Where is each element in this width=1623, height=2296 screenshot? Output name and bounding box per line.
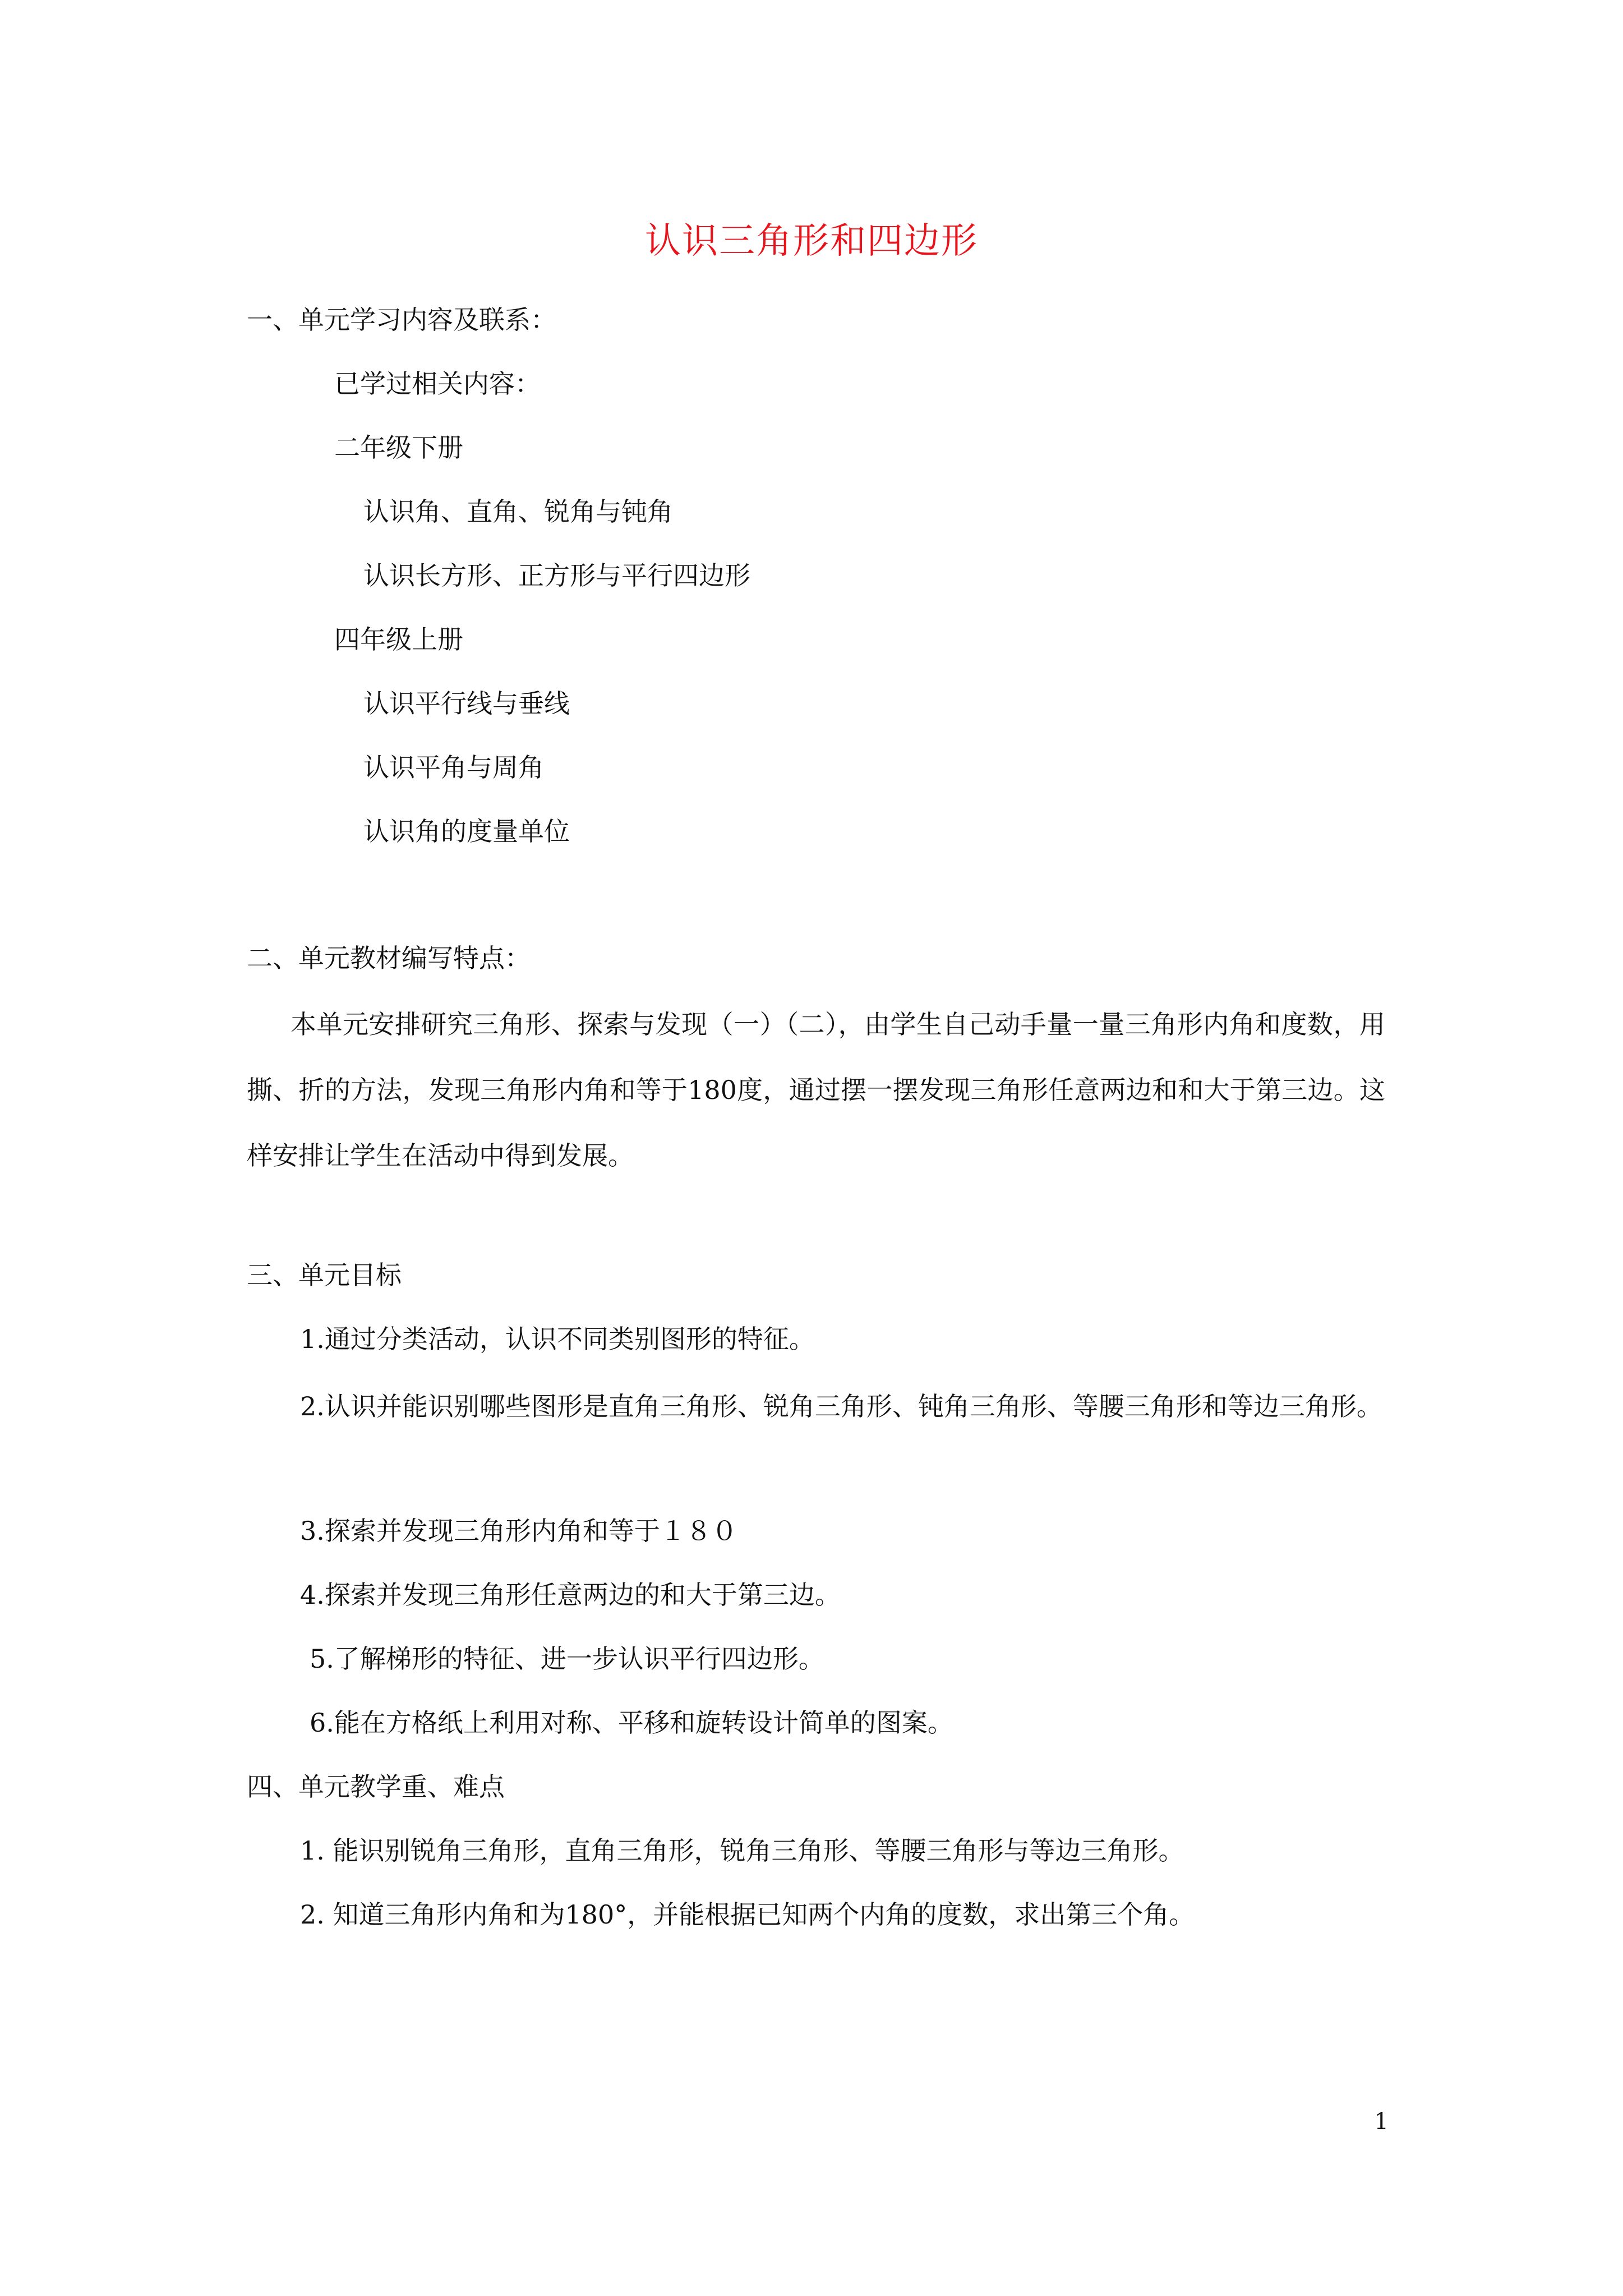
section3-heading: 三、单元目标 (247, 1260, 402, 1290)
grade4-item: 认识平角与周角 (363, 752, 544, 783)
goal-item: 6.能在方格纸上利用对称、平移和旋转设计简单的图案。 (310, 1708, 953, 1738)
goal-item: 2.认识并能识别哪些图形是直角三角形、锐角三角形、钝角三角形、等腰三角形和等边三角形。 (300, 1391, 1382, 1421)
goal-item: 5.了解梯形的特征、进一步认识平行四边形。 (310, 1644, 824, 1674)
section1-heading: 一、单元学习内容及联系： (247, 305, 556, 335)
page-number: 1 (1374, 2109, 1389, 2134)
key-point-item: 1. 能识别锐角三角形，直角三角形，锐角三角形、等腰三角形与等边三角形。 (300, 1835, 1184, 1866)
grade4-label: 四年级上册 (334, 624, 463, 655)
learned-label: 已学过相关内容： (334, 369, 541, 399)
grade4-item: 认识平行线与垂线 (363, 688, 570, 719)
section4-heading: 四、单元教学重、难点 (247, 1772, 505, 1802)
grade2-item: 认识角、直角、锐角与钝角 (363, 496, 673, 527)
goal-item: 4.探索并发现三角形任意两边的和大于第三边。 (300, 1580, 841, 1610)
goal-item: 3.探索并发现三角形内角和等于１８０ (300, 1516, 737, 1546)
section2-heading: 二、单元教材编写特点： (247, 943, 531, 973)
document-title: 认识三角形和四边形 (645, 220, 978, 262)
grade4-item: 认识角的度量单位 (363, 816, 570, 846)
goal-item: 1.通过分类活动，认识不同类别图形的特征。 (300, 1324, 815, 1354)
grade2-label: 二年级下册 (334, 432, 463, 463)
key-point-item: 2. 知道三角形内角和为180°，并能根据已知两个内角的度数，求出第三个角。 (300, 1899, 1195, 1930)
section2-paragraph: 本单元安排研究三角形、探索与发现（一）（二），由学生自己动手量一量三角形内角和度数，用撕、折的方法，发现三角形内角和等于180度，通过摆一摆发现三角形任意两边和和大于第三边。这样安排让学生在活动中得到发展。 (247, 1009, 1385, 1171)
grade2-item: 认识长方形、正方形与平行四边形 (363, 560, 750, 591)
